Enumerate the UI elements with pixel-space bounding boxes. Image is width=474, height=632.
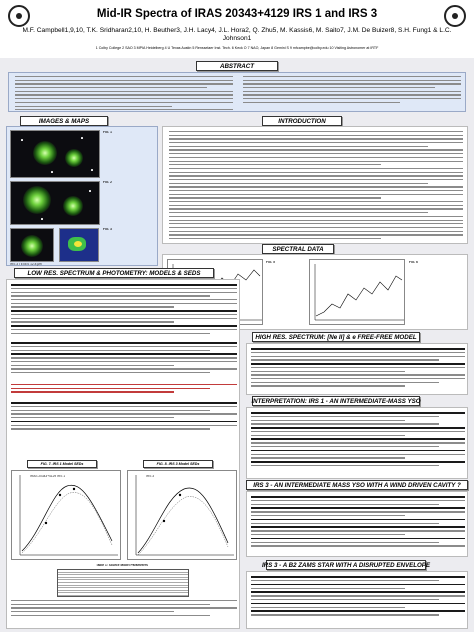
fig2-texes-image (10, 181, 100, 225)
low-res-heading: LOW RES. SPECTRUM & PHOTOMETRY: MODELS & SEDS (14, 268, 214, 278)
irs3-spectrum-line (316, 276, 402, 316)
poster-title: Mid-IR Spectra of IRAS 20343+4129 IRS 1 and IRS 3 (96, 8, 378, 20)
author-list: M.F. Campbell1,9,10, T.K. Sridharan2,10, H. Beuther3, J.H. Lacy4, J.L. Hora2, Q. Zhu5, M. Kassis6, M. Saito7, J.M. De Buizer8, S.H. Fung1 & L.C. Johnson1 (22, 27, 452, 42)
table1-notes (11, 600, 237, 626)
fig5-caption (266, 261, 304, 321)
low-res-text-lower (11, 402, 237, 440)
table1 (57, 569, 189, 597)
irs1-sed-plot (12, 471, 121, 560)
abstract-text-left (15, 76, 233, 112)
irs3-sed-point (179, 494, 181, 496)
images-maps-panel (6, 126, 158, 266)
irs3-sed-point (163, 520, 165, 522)
table1-title: Table 1: Source Model Parameters (96, 564, 148, 567)
high-res-panel (246, 343, 468, 395)
irs3-sed-model-1 (138, 488, 228, 553)
fig1-irac-image (10, 130, 100, 178)
irs1-sed-model-1 (22, 485, 112, 551)
interp-irs1-heading: INTERPRETATION: IRS 1 - AN INTERMEDIATE-MASS YSO (251, 397, 421, 405)
introduction-panel (162, 126, 468, 244)
irs1-sed-point (59, 494, 61, 496)
irs1-spec-label: IRAS 20343+4129 IRS 1 (30, 475, 65, 478)
interp-irs1-panel (246, 407, 468, 479)
irs1-sed-model-2 (22, 492, 112, 553)
spectral-data-heading: SPECTRAL DATA (262, 244, 334, 254)
low-res-panel (6, 279, 240, 629)
interp-irs1-text (251, 412, 465, 478)
fig1-caption (103, 131, 155, 165)
interp-irs3-cavity-text (251, 496, 465, 556)
affiliations: 1 Colby College 2 SAO 3 MPIA Heidelberg 4 U Texas Austin 5 Rensselaer Inst. Tech. 6 Keck O 7 NAO, Japan 8 Gemini S 9 mfcampbe@colby.edu 10 Visiting Astronomer at IRTF (95, 46, 379, 50)
interp-irs3-zams-panel (246, 571, 468, 629)
fig2-label: FIG. 2 (103, 181, 112, 184)
abstract-text-right (243, 76, 461, 112)
fig4-radio-map (59, 228, 99, 262)
low-res-text-red (11, 384, 237, 400)
header (0, 0, 474, 58)
irs1-sed-point (45, 522, 47, 524)
introduction-text (169, 131, 463, 243)
fig7-heading: FIG. 7. IRS 1 Model SEDs (27, 460, 97, 468)
high-res-text (251, 348, 465, 394)
introduction-heading: INTRODUCTION (262, 116, 342, 126)
images-maps-heading: IMAGES & MAPS (20, 116, 108, 126)
abstract-heading: ABSTRACT (196, 61, 278, 71)
interp-irs3-cavity-heading: IRS 3 - AN INTERMEDIATE MASS YSO WITH A WIND DRIVEN CAVITY ? (246, 480, 468, 490)
irs1-sed-point (73, 488, 75, 490)
fig6-irs3-spectrum (309, 259, 405, 325)
fig3-label: FIG. 3 (103, 228, 112, 231)
fig2-caption (103, 181, 155, 223)
fig7-irs1-sed (11, 470, 121, 560)
interp-irs3-cavity-panel (246, 491, 468, 557)
fig3-caption (103, 228, 155, 264)
fig6-caption (409, 261, 465, 321)
irs3-spec-label: IRS 3 (146, 475, 154, 478)
high-res-heading: HIGH RES. SPECTRUM: [Ne II] & e FREE-FREE MODEL (252, 332, 420, 342)
fig6-label: FIG. 6 (409, 261, 418, 264)
fig8-heading: FIG. 8. IRS 3 Model SEDs (143, 460, 213, 468)
fig8-irs3-sed (127, 470, 237, 560)
interp-irs3-zams-heading: IRS 3 - A B2 ZAMS STAR WITH A DISRUPTED ENVELOPE (261, 561, 431, 569)
low-res-text-top (11, 284, 237, 340)
irs3-spectrum-plot (310, 260, 405, 325)
irs3-sed-model-2 (138, 496, 228, 555)
irs3-sed-plot (128, 471, 237, 560)
fig5-label: FIG. 5 (266, 261, 275, 264)
interp-irs3-zams-text (251, 576, 465, 628)
fig1-label: FIG. 1 (103, 131, 112, 134)
low-res-text-mid (11, 342, 237, 382)
irs3-image-label: IRS 3 TEXES 12.8 μm (10, 263, 42, 266)
fig3-irs3-image (10, 228, 54, 262)
abstract-panel (8, 72, 466, 112)
